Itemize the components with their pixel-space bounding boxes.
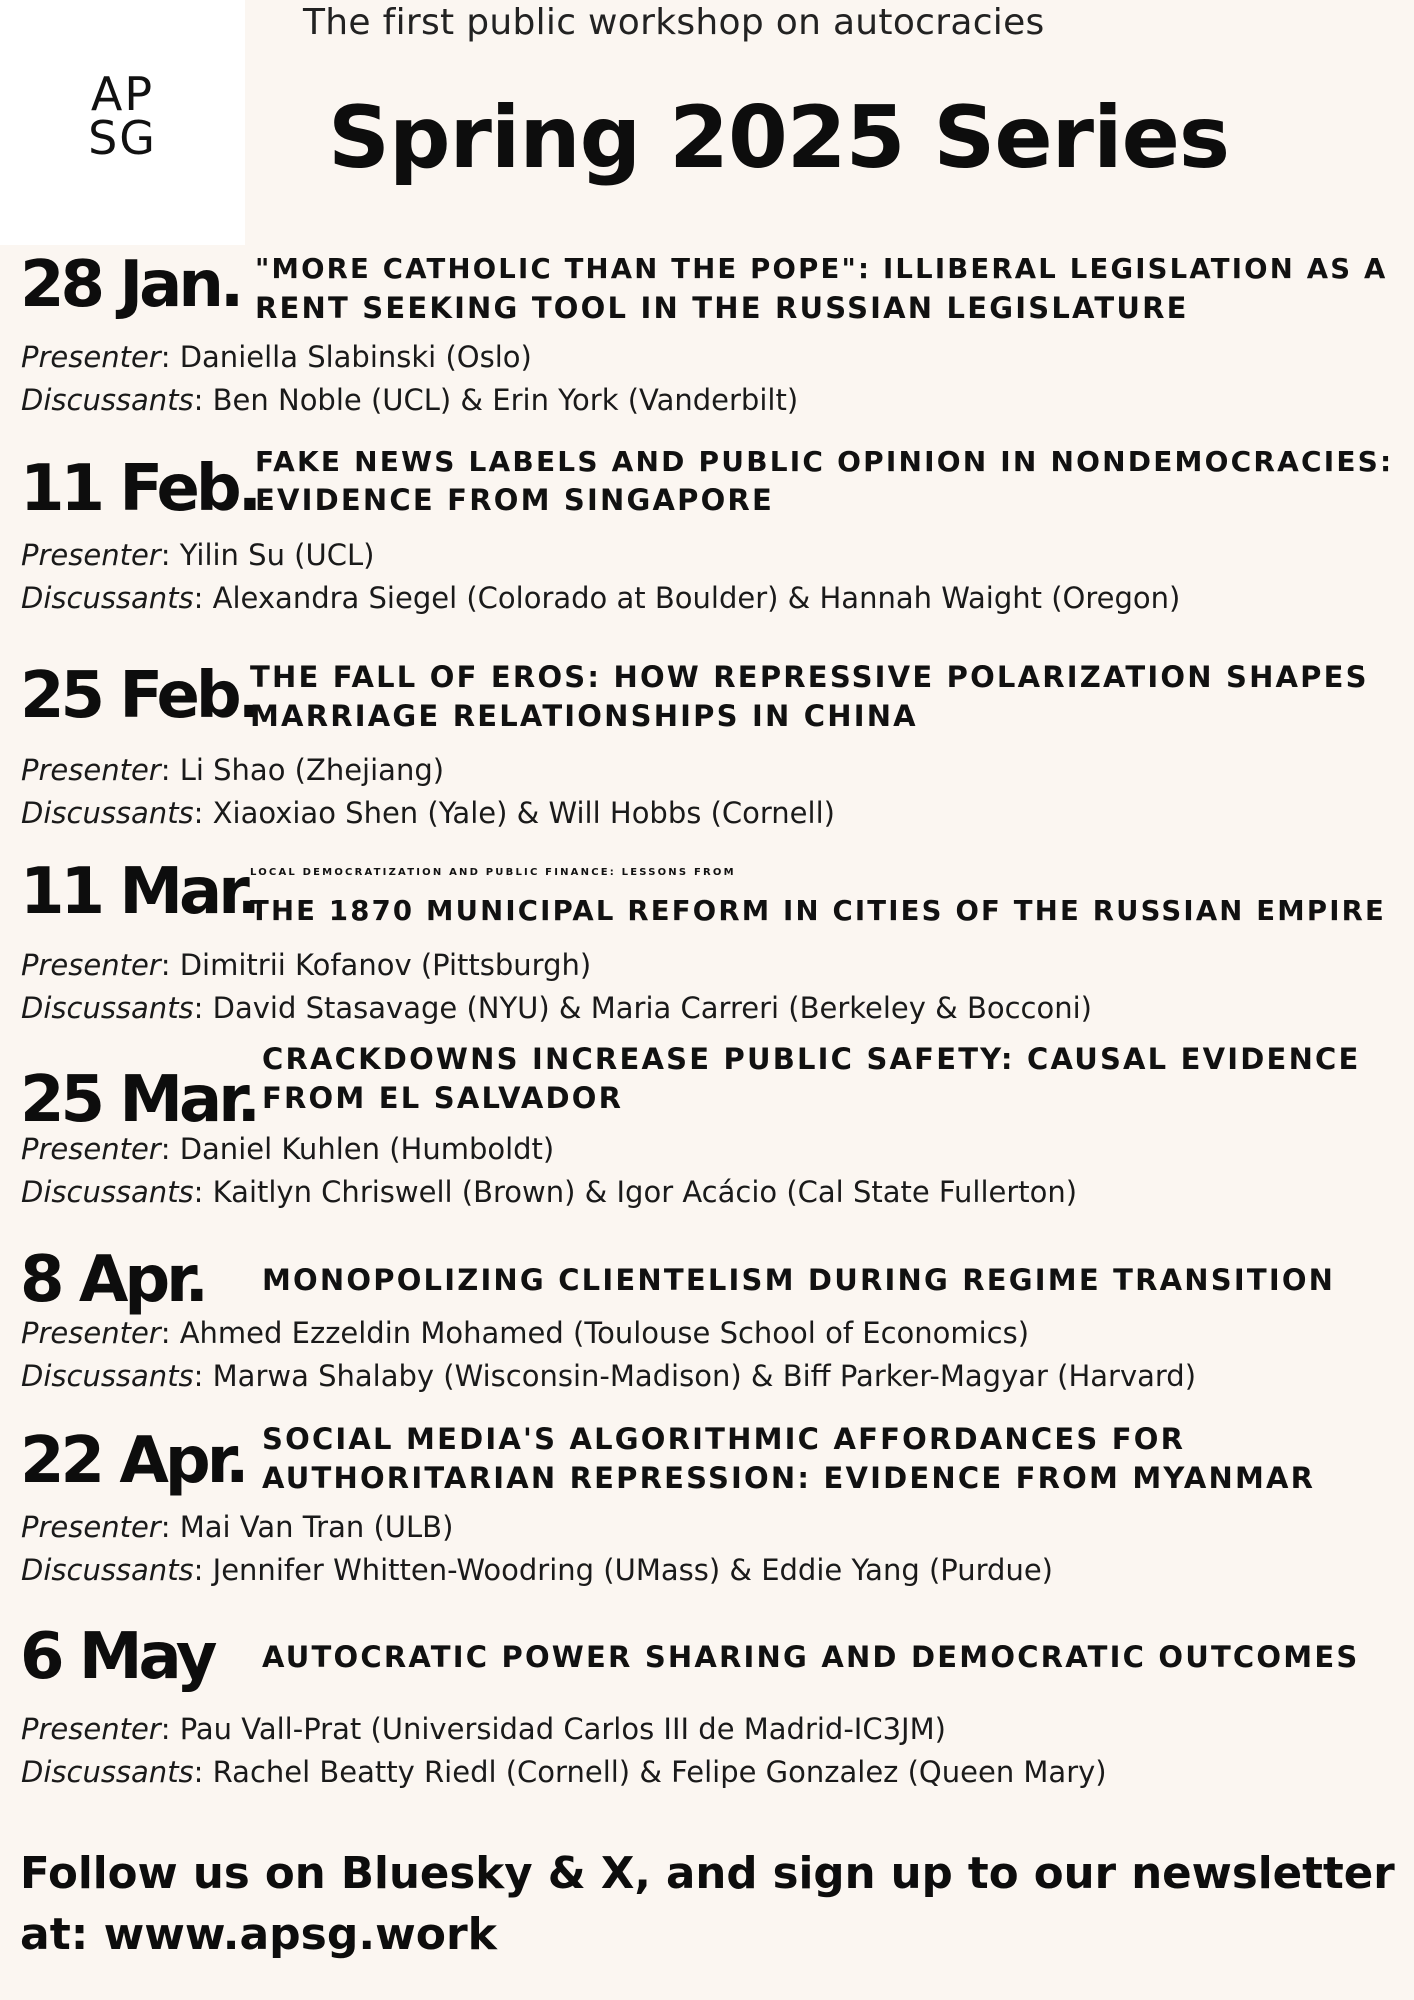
discussants-label: Discussants — [21, 383, 194, 417]
logo-line-1: AP — [90, 67, 155, 121]
discussants-names: : Rachel Beatty Riedl (Cornell) & Felipe Gonzalez (Queen Mary) — [193, 1755, 1107, 1789]
discussants-label: Discussants — [21, 1175, 194, 1209]
presenter-label: Presenter — [21, 948, 161, 982]
event-title-line-1: THE FALL OF EROS: HOW REPRESSIVE POLARIZATION SHAPES — [250, 660, 1369, 694]
event-date: 8 Apr. — [20, 1243, 205, 1317]
event-people — [21, 749, 835, 835]
event-title — [262, 1261, 1335, 1300]
event-title-line-1: MONOPOLIZING CLIENTELISM DURING REGIME TRANSITION — [262, 1263, 1336, 1297]
discussants-line — [21, 577, 1180, 620]
presenter-name: : Yilin Su (UCL) — [160, 538, 375, 572]
presenter-label: Presenter — [21, 340, 161, 374]
discussants-names: : Marwa Shalaby (Wisconsin-Madison) & Biff Parker-Magyar (Harvard) — [193, 1359, 1197, 1393]
event-title — [262, 1040, 1361, 1118]
discussants-label: Discussants — [21, 1553, 194, 1587]
discussants-line — [21, 379, 798, 422]
presenter-label: Presenter — [21, 1712, 161, 1746]
event-title-line-2: AUTHORITARIAN REPRESSION: EVIDENCE FROM MYANMAR — [262, 1461, 1316, 1495]
event-22-apr — [0, 1422, 1414, 1592]
event-title — [262, 1638, 1359, 1677]
discussants-names: : Kaitlyn Chriswell (Brown) & Igor Acácio (Cal State Fullerton) — [193, 1175, 1078, 1209]
presenter-label: Presenter — [21, 1132, 161, 1166]
event-date: 11 Feb. — [20, 452, 258, 526]
presenter-name: : Mai Van Tran (ULB) — [160, 1510, 454, 1544]
event-11-feb — [0, 445, 1414, 624]
discussants-line — [21, 1171, 1077, 1214]
event-title-line-1: CRACKDOWNS INCREASE PUBLIC SAFETY: CAUSAL EVIDENCE — [262, 1042, 1361, 1076]
presenter-name: : Dimitrii Kofanov (Pittsburgh) — [160, 948, 592, 982]
presenter-label: Presenter — [21, 1316, 161, 1350]
event-title-line-1: LOCAL DEMOCRATIZATION AND PUBLIC FINANCE: LESSONS FROM — [250, 867, 736, 878]
presenter-line — [21, 1312, 1196, 1355]
event-date: 25 Feb. — [20, 659, 258, 733]
event-people — [21, 944, 1092, 1030]
event-people — [21, 534, 1180, 620]
event-title — [250, 658, 1369, 736]
presenter-label: Presenter — [21, 538, 161, 572]
tagline: The first public workshop on autocracies — [303, 2, 1045, 43]
event-title — [250, 853, 1386, 931]
event-8-apr — [0, 1245, 1414, 1415]
event-11-mar — [0, 855, 1414, 1025]
footer-line-1: Follow us on Bluesky & X, and sign up to our newsletter — [20, 1849, 1395, 1899]
event-people — [21, 1312, 1196, 1398]
presenter-line — [21, 534, 1180, 577]
logo-text — [0, 67, 245, 165]
event-25-mar — [0, 1042, 1414, 1230]
discussants-line — [21, 792, 835, 835]
presenter-label: Presenter — [21, 1510, 161, 1544]
presenter-label: Presenter — [21, 753, 161, 787]
footer-line-2: at: www.apsg.work — [20, 1909, 497, 1960]
discussants-line — [21, 987, 1092, 1030]
logo — [0, 0, 245, 245]
event-title-line-2: EVIDENCE FROM SINGAPORE — [255, 483, 774, 517]
discussants-line — [21, 1751, 1107, 1794]
event-people — [21, 336, 798, 422]
presenter-name: : Li Shao (Zhejiang) — [160, 753, 445, 787]
event-title-line-2: MARRIAGE RELATIONSHIPS IN CHINA — [250, 699, 918, 733]
presenter-line — [21, 1128, 1077, 1171]
event-title-line-2: FROM EL SALVADOR — [262, 1081, 624, 1115]
event-date: 22 Apr. — [20, 1424, 246, 1498]
discussants-label: Discussants — [21, 1755, 194, 1789]
event-title — [255, 442, 1393, 520]
event-title-line-1: "MORE CATHOLIC THAN THE POPE": ILLIBERAL LEGISLATION AS A — [255, 253, 1388, 285]
event-date: 11 Mar. — [20, 855, 257, 929]
event-title — [262, 1420, 1315, 1498]
presenter-name: : Pau Vall-Prat (Universidad Carlos III de Madrid-IC3JM) — [160, 1712, 946, 1746]
event-6-may — [0, 1622, 1414, 1792]
event-28-jan — [0, 248, 1414, 418]
discussants-label: Discussants — [21, 581, 194, 615]
discussants-line — [21, 1355, 1196, 1398]
discussants-label: Discussants — [21, 1359, 194, 1393]
discussants-label: Discussants — [21, 796, 194, 830]
event-title-line-1: SOCIAL MEDIA'S ALGORITHMIC AFFORDANCES FOR — [262, 1422, 1186, 1456]
event-title-line-1: AUTOCRATIC POWER SHARING AND DEMOCRATIC OUTCOMES — [262, 1640, 1360, 1674]
discussants-names: : Ben Noble (UCL) & Erin York (Vanderbilt) — [193, 383, 799, 417]
discussants-names: : David Stasavage (NYU) & Maria Carreri (Berkeley & Bocconi) — [193, 991, 1092, 1025]
event-title-line-1: FAKE NEWS LABELS AND PUBLIC OPINION IN NONDEMOCRACIES: — [255, 445, 1394, 478]
event-people — [21, 1128, 1077, 1214]
page-title: Spring 2025 Series — [328, 88, 1230, 188]
event-date: 6 May — [20, 1620, 214, 1694]
presenter-line — [21, 749, 835, 792]
presenter-line — [21, 336, 798, 379]
presenter-line — [21, 944, 1092, 987]
event-title — [255, 250, 1387, 328]
presenter-line — [21, 1506, 1053, 1549]
event-title-line-2: RENT SEEKING TOOL IN THE RUSSIAN LEGISLATURE — [255, 291, 1189, 325]
discussants-names: : Jennifer Whitten-Woodring (UMass) & Eddie Yang (Purdue) — [193, 1553, 1053, 1587]
event-people — [21, 1506, 1053, 1592]
event-25-feb — [0, 659, 1414, 829]
discussants-names: : Alexandra Siegel (Colorado at Boulder) & Hannah Waight (Oregon) — [193, 581, 1181, 615]
event-people — [21, 1708, 1107, 1794]
event-title-line-2: THE 1870 MUNICIPAL REFORM IN CITIES OF THE RUSSIAN EMPIRE — [250, 895, 1386, 927]
presenter-name: : Ahmed Ezzeldin Mohamed (Toulouse School of Economics) — [160, 1316, 1030, 1350]
discussants-names: : Xiaoxiao Shen (Yale) & Will Hobbs (Cornell) — [193, 796, 835, 830]
presenter-line — [21, 1708, 1107, 1751]
logo-line-2: SG — [88, 111, 157, 165]
event-date: 28 Jan. — [20, 248, 241, 322]
discussants-label: Discussants — [21, 991, 194, 1025]
presenter-name: : Daniella Slabinski (Oslo) — [160, 340, 532, 374]
event-date: 25 Mar. — [20, 1063, 257, 1137]
discussants-line — [21, 1549, 1053, 1592]
presenter-name: : Daniel Kuhlen (Humboldt) — [160, 1132, 555, 1166]
